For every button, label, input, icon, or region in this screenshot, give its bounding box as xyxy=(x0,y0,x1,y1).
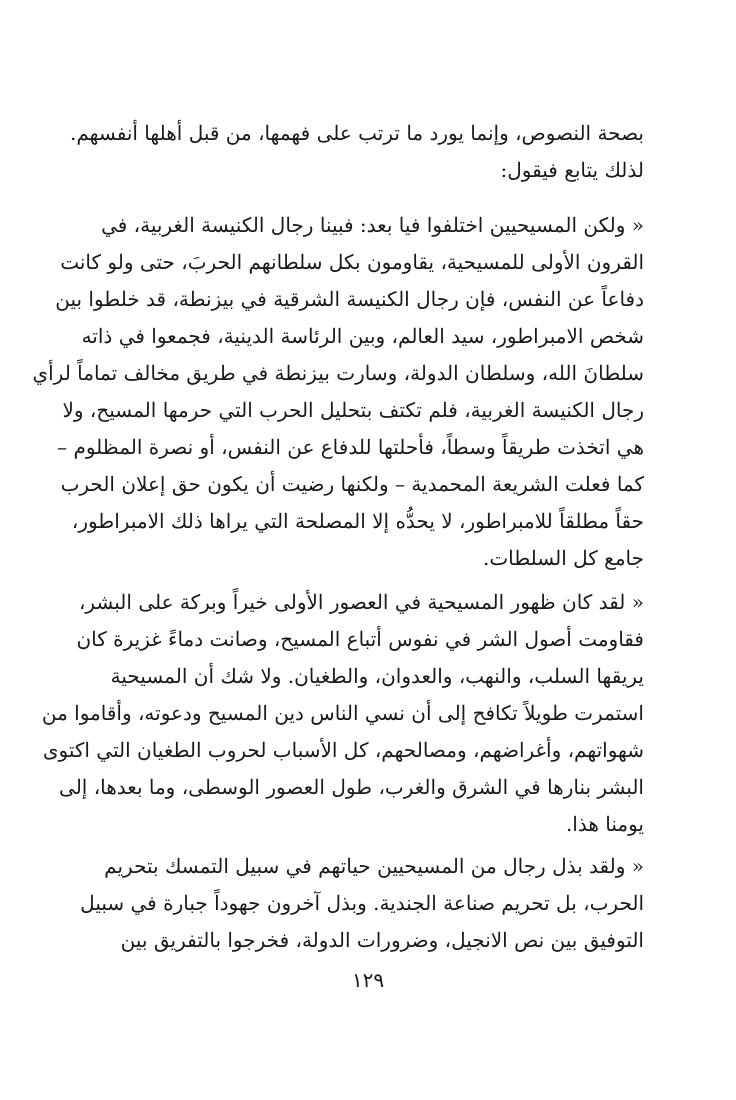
text-line: الحرب، بل تحريم صناعة الجندية. وبذل آخرون جهوداً جبارة في سبيل xyxy=(80,891,644,915)
text-line: « ولكن المسيحيين اختلفوا فيا بعد: فبينا رجال الكنيسة الغربية، في xyxy=(101,213,644,237)
paragraph xyxy=(80,848,644,959)
text-line: دفاعاً عن النفس، فإن رجال الكنيسة الشرقية في بيزنطة، قد خلطوا بين xyxy=(55,287,644,311)
text-line: التوفيق بين نص الانجيل، وضرورات الدولة، فخرجوا بالتفريق بين xyxy=(120,928,644,952)
text-line: حقاً مطلقاً للامبراطور، لا يحدُّه إلا المصلحة التي يراها ذلك الامبراطور، xyxy=(71,509,644,533)
text-line: استمرت طويلاً تكافح إلى أن نسي الناس دين المسيح ودعوته، وأقاموا من xyxy=(41,701,644,725)
text-line: رجال الكنيسة الغربية، فلم تكتف بتحليل الحرب التي حرمها المسيح، ولا xyxy=(62,398,644,422)
text-line: شهواتهم، وأغراضهم، ومصالحهم، كل الأسباب لحروب الطغيان التي اكتوى xyxy=(42,738,644,762)
text-line: جامع كل السلطات. xyxy=(483,546,644,570)
text-line: بصحة النصوص، وإنما يورد ما ترتب على فهمها، من قبل أهلها أنفسهم. xyxy=(69,121,644,145)
text-line: هي اتخذت طريقاً وسطاً، فأحلتها للدفاع عن النفس، أو نصرة المظلوم – xyxy=(57,435,644,459)
text-line: شخص الامبراطور، سيد العالم، وبين الرئاسة الدينية، فجمعوا في ذاته xyxy=(81,324,644,348)
text-line: لذلك يتابع فيقول: xyxy=(500,158,644,182)
text-line: فقاومت أصول الشر في نفوس أتباع المسيح، وصانت دماءً غزيرة كان xyxy=(76,627,644,651)
text-line: البشر بنارها في الشرق والغرب، طول العصور الوسطى، وما بعدها، إلى xyxy=(59,775,644,799)
text-line: كما فعلت الشريعة المحمدية – ولكنها رضيت أن يكون حق إعلان الحرب xyxy=(60,472,644,496)
text-line: يومنا هذا. xyxy=(565,812,644,836)
page-number: ١٢٩ xyxy=(351,968,385,992)
text-line: يريقها السلب، والنهب، والعدوان، والطغيان. ولا شك أن المسيحية xyxy=(110,664,644,688)
paragraph xyxy=(41,584,644,843)
text-line: « لقد كان ظهور المسيحية في العصور الأولى خيراً وبركة على البشر، xyxy=(78,590,644,614)
text-line: سلطانَ الله، وسلطان الدولة، وسارت بيزنطة في طريق مخالف تماماً لرأي xyxy=(32,361,644,385)
paragraph xyxy=(32,207,644,577)
paragraph xyxy=(69,115,644,189)
text-line: القرون الأولى للمسيحية، يقاومون بكل سلطانهم الحربَ، حتى ولو كانت xyxy=(60,250,644,274)
text-line: « ولقد بذل رجال من المسيحيين حياتهم في سبيل التمسك بتحريم xyxy=(104,854,644,878)
